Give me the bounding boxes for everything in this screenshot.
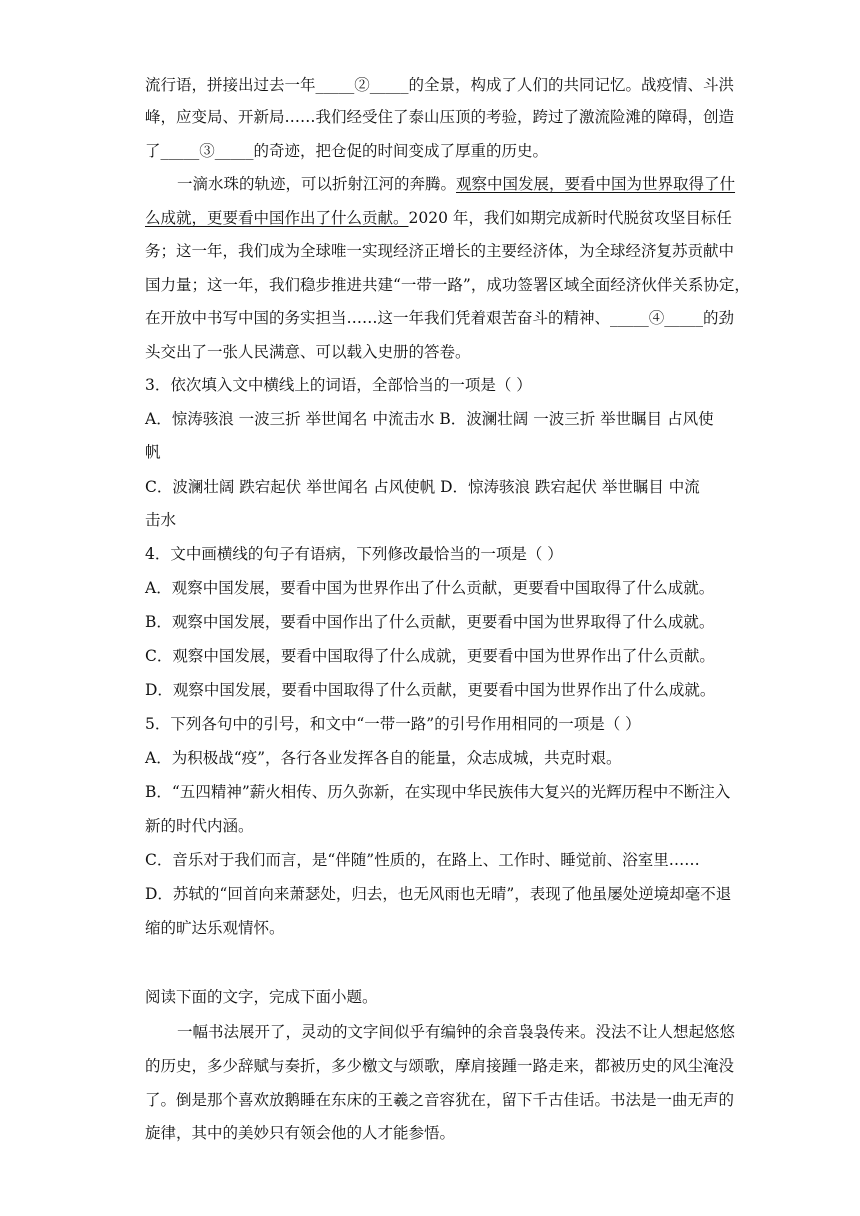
option-b: B．“五四精神”薪火相传、历久弥新，在实现中华民族伟大复兴的光辉历程中不断注入 bbox=[145, 783, 731, 801]
option-d: D．苏轼的“回首向来萧瑟处，归去，也无风雨也无晴”，表现了他虽屡处逆境却毫不退 bbox=[145, 885, 732, 903]
option-d-continued: 缩的旷达乐观情怀。 bbox=[145, 919, 285, 937]
option-b: B．观察中国发展，要看中国作出了什么贡献，更要看中国为世界取得了什么成就。 bbox=[145, 613, 715, 631]
option-line: 帆 bbox=[145, 443, 161, 461]
passage-text: 一滴水珠的轨迹，可以折射江河的奔腾。 bbox=[177, 175, 457, 193]
question-stem: 3．依次填入文中横线上的词语，全部恰当的一项是（ ） bbox=[145, 376, 532, 394]
reading-instruction: 阅读下面的文字，完成下面小题。 bbox=[145, 988, 378, 1006]
passage-line: 流行语，拼接出过去一年_____②_____的全景，构成了人们的共同记忆。战疫情、斗洪 bbox=[145, 76, 735, 94]
passage-line: 头交出了一张人民满意、可以载入史册的答卷。 bbox=[145, 343, 471, 361]
option-b-continued: 新的时代内涵。 bbox=[145, 817, 254, 835]
option-a: A．为积极战“疫”，各行各业发挥各自的能量，众志成城，共克时艰。 bbox=[145, 749, 622, 767]
passage-text: 2020 年，我们如期完成新时代脱贫攻坚目标任 bbox=[408, 209, 732, 227]
option-line: 击水 bbox=[145, 511, 177, 529]
option-d: D．观察中国发展，要看中国取得了什么贡献，更要看中国为世界作出了什么成就。 bbox=[145, 681, 716, 699]
question-stem: 4．文中画横线的句子有语病，下列修改最恰当的一项是（ ） bbox=[145, 545, 563, 563]
underlined-sentence: 观察中国发展，要看中国为世界取得了什 bbox=[456, 175, 736, 193]
passage-line bbox=[177, 173, 736, 195]
option-a: A．观察中国发展，要看中国为世界作出了什么贡献，更要看中国取得了什么成就。 bbox=[145, 579, 715, 597]
passage-line: 在开放中书写中国的务实担当……这一年我们凭着艰苦奋斗的精神、_____④_____的劲 bbox=[145, 309, 735, 327]
option-line: C．波澜壮阔 跌宕起伏 举世闻名 占风使帆 D．惊涛骇浪 跌宕起伏 举世瞩目 中流 bbox=[145, 478, 700, 496]
underlined-sentence: 么成就，更要看中国作出了什么贡献。 bbox=[145, 209, 409, 227]
passage-line: 的历史，多少辞赋与奏折，多少檄文与颂歌，摩肩接踵一路走来，都被历史的风尘淹没 bbox=[145, 1057, 735, 1075]
passage-line: 国力量；这一年，我们稳步推进共建“一带一路”，成功签署区域全面经济伙伴关系协定， bbox=[145, 276, 750, 294]
passage-line: 一幅书法展开了，灵动的文字间似乎有编钟的余音袅袅传来。没法不让人想起悠悠 bbox=[177, 1023, 736, 1041]
passage-line: 峰，应变局、开新局……我们经受住了泰山压顶的考验，跨过了激流险滩的障碍，创造 bbox=[145, 108, 735, 126]
passage-line: 了_____③_____的奇迹，把仓促的时间变成了厚重的历史。 bbox=[145, 142, 549, 160]
passage-line: 了。倒是那个喜欢放鹅睡在东床的王羲之音容犹在，留下千古佳话。书法是一曲无声的 bbox=[145, 1091, 735, 1109]
option-c: C．观察中国发展，要看中国取得了什么成就，更要看中国为世界作出了什么贡献。 bbox=[145, 647, 715, 665]
passage-line bbox=[145, 207, 732, 229]
option-c: C．音乐对于我们而言，是“伴随”性质的，在路上、工作时、睡觉前、浴室里…… bbox=[145, 851, 700, 869]
question-stem: 5．下列各句中的引号，和文中“一带一路”的引号作用相同的一项是（ ） bbox=[145, 715, 641, 733]
passage-line: 务；这一年，我们成为全球唯一实现经济正增长的主要经济体，为全球经济复苏贡献中 bbox=[145, 242, 735, 260]
option-line: A．惊涛骇浪 一波三折 举世闻名 中流击水 B．波澜壮阔 一波三折 举世瞩目 占风使 bbox=[145, 410, 714, 428]
passage-line: 旋律，其中的美妙只有领会他的人才能参悟。 bbox=[145, 1124, 456, 1142]
